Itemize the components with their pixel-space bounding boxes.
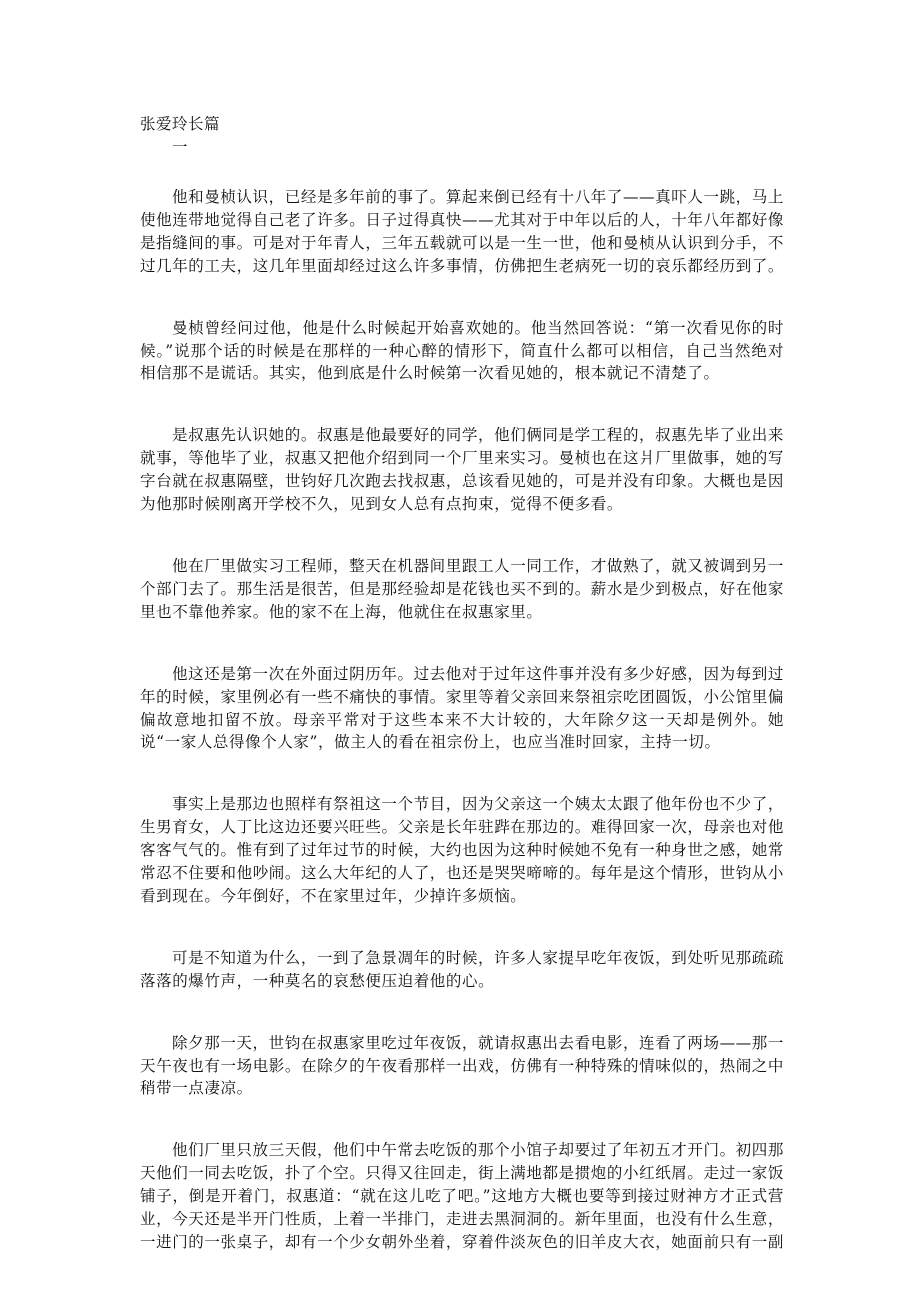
body-text [140,186,784,1254]
paragraph: 除夕那一天，世钧在叔惠家里吃过年夜饭，就请叔惠出去看电影，连看了两场——那一天午夜也有一场电影。在除夕的午夜看那样一出戏，仿佛有一种特殊的情味似的，热闹之中稍带一点凄凉。 [140,1033,785,1098]
paragraph: 他和曼桢认识，已经是多年前的事了。算起来倒已经有十八年了——真吓人一跳，马上使他连带地觉得自己老了许多。日子过得真快——尤其对于中年以后的人，十年八年都好像是指缝间的事。可是对于年青人，三年五载就可以是一生一世，他和曼桢从认识到分手，不过几年的工夫，这几年里面却经过这么许多事情，仿佛把生老病死一切的哀乐都经历到了。 [140,188,785,275]
document-title: 张爱玲长篇 [140,115,221,133]
paragraph: 曼桢曾经问过他，他是什么时候起开始喜欢她的。他当然回答说：“第一次看见你的时候。”说那个话的时候是在那样的一种心醉的情形下，简直什么都可以相信，自己当然绝对相信那不是谎话。其实，他到底是什么时候第一次看见她的，根本就记不清楚了。 [140,318,784,383]
paragraph: 他们厂里只放三天假，他们中午常去吃饭的那个小馆子却要过了年初五才开门。初四那天他们一同去吃饭，扑了个空。只得又往回走，街上满地都是掼炮的小红纸屑。走过一家饭铺子，倒是开着门，叔惠道：“就在这儿吃了吧。”这地方大概也要等到接过财神方才正式营业，今天还是半开门性质，上着一半排门，走进去黑洞洞的。新年里面，也没有什么生意，一进门的一张桌子，却有一个少女朝外坐着，穿着件淡灰色的旧羊皮大衣，她面前只有一副 [140,1141,785,1251]
chapter-number: 一 [172,138,188,156]
paragraph: 他这还是第一次在外面过阴历年。过去他对于过年这件事并没有多少好感，因为每到过年的时候，家里例必有一些不痛快的事情。家里等着父亲回来祭祖宗吃团圆饭，小公馆里偏偏故意地扣留不放。母亲平常对于这些本来不大计较的，大年除夕这一天却是例外。她说“一家人总得像个人家”，做主人的看在祖宗份上，也应当准时回家，主持一切。 [140,664,785,752]
paragraph: 事实上是那边也照样有祭祖这一个节目，因为父亲这一个姨太太跟了他年份也不少了，生男育女，人丁比这边还要兴旺些。父亲是长年驻跸在那边的。难得回家一次，母亲也对他客客气气的。惟有到了过年过节的时候，大约也因为这种时候她不免有一种身世之感，她常常忍不住要和他吵闹。这么大年纪的人了，也还是哭哭啼啼的。每年是这个情形，世钧从小看到现在。今年倒好，不在家里过年，少掉许多烦恼。 [140,795,785,905]
paragraph: 他在厂里做实习工程师，整天在机器间里跟工人一同工作，才做熟了，就又被调到另一个部门去了。那生活是很苦，但是那经验却是花钱也买不到的。薪水是少到极点，好在他家里也不靠他养家。他的家不在上海，他就住在叔惠家里。 [140,556,785,621]
document-page [140,113,784,1254]
paragraph: 是叔惠先认识她的。叔惠是他最要好的同学，他们俩同是学工程的，叔惠先毕了业出来就事，等他毕了业，叔惠又把他介绍到同一个厂里来实习。曼桢也在这爿厂里做事，她的写字台就在叔惠隔壁，世钧好几次跑去找叔惠，总该看见她的，可是并没有印象。大概也是因为他那时候刚离开学校不久，见到女人总有点拘束，觉得不便多看。 [140,426,785,514]
paragraph: 可是不知道为什么，一到了急景凋年的时候，许多人家提早吃年夜饭，到处听见那疏疏落落的爆竹声，一种莫名的哀愁便压迫着他的心。 [140,948,784,990]
